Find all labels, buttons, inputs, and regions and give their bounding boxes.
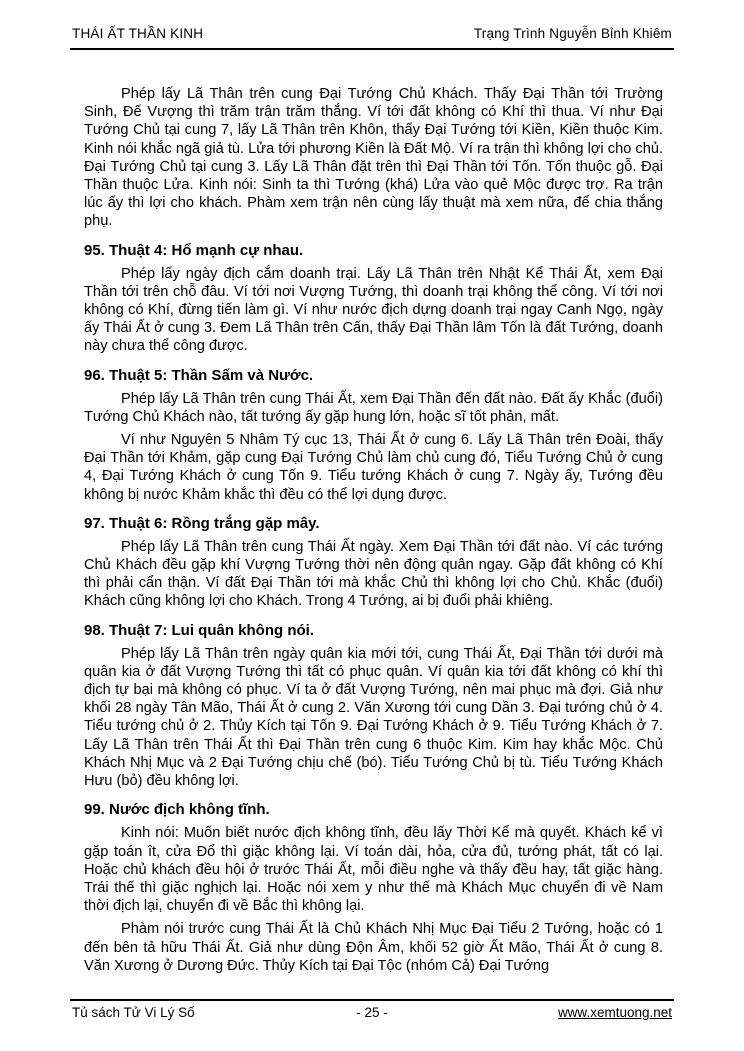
paragraph: Phàm nói trước cung Thái Ất là Chủ Khách Nhị Mục Đại Tiểu 2 Tướng, hoặc có 1 đến bên tả hữu Thái Ất. Giả như dùng Độn Âm, khối 52 giờ Ất Mão, Thái Ất ở cung 8. Văn Xương ở Dương Đức. Thủy Kích tại Đại Tộc (nhóm Cả) Đại Tướng bbox=[84, 921, 663, 974]
paragraph: Phép lấy Lã Thân trên ngày quân kia mới tới, cung Thái Ất, Đại Thần tới dưới mà quân kia ở đất Vượng Tướng thì tất có phục quân. Ví quân kia tới đất không có khí thì địch tự bại mà không có phục. Ví ta ở đất Vượng Tướng, nên mai phục mà đợi. Giả như khối 28 ngày Tân Mão, Thái Ất ở cung 2. Văn Xương tới cung Dần 3. Đại tướng chủ ở 4. Tiểu tướng chủ ở 2. Thủy Kích tại Tốn 9. Đại Tướng Khách ở 9. Tiểu Tướng Khách ở 7. Lấy Lã Thân trên Thái Ất thì Đại Thần trên cung 6 thuộc Kim. Kim hay khắc Mộc. Chủ Khách Nhị Mục và 2 Đại Tướng chịu chế (bó). Tiểu Tướng Chủ bị tù. Tiểu Tướng Khách Hưu (bỏ) đều không lợi. bbox=[84, 645, 663, 790]
footer-series-title: Tủ sách Tử Vi Lý Số bbox=[72, 1005, 195, 1020]
section-heading: 97. Thuật 6: Rồng trắng gặp mây. bbox=[84, 514, 320, 532]
page-content bbox=[84, 80, 663, 975]
section-heading: 96. Thuật 5: Thần Sấm và Nước. bbox=[84, 366, 314, 384]
section-heading: 99. Nước địch không tĩnh. bbox=[84, 801, 270, 819]
footer-website-link[interactable]: www.xemtuong.net bbox=[557, 1005, 672, 1020]
paragraph: Kinh nói: Muốn biết nước địch không tĩnh, đều lấy Thời Kể mà quyết. Khách kể vì gặp toán ît, cửa Đổ thì giặc không lại. Ví toán dài, hỏa, cửa đủ, tướng phát, tất có lại. Hoặc chủ khách đều hội ở trước Thái Ất, mỗi điều nghe và thấy đều hay, tất giặc hàng. Trái thế thì giặc nghịch lại. Hoặc nói xem y như thế mà Khách Mục chuyển đi về Nam thời địch lại, chuyển đi về Bắc thì không lại. bbox=[84, 825, 663, 915]
section-heading: 95. Thuật 4: Hổ mạnh cự nhau. bbox=[84, 241, 304, 259]
header-author: Trạng Trình Nguyễn Bỉnh Khiêm bbox=[473, 26, 672, 41]
paragraph: Phép lấy Lã Thân trên cung Thái Ất ngày. Xem Đại Thần tới đất nào. Ví các tướng Chủ Khách đều gặp khí Vượng Tướng thời nên động quân ngay. Gặp đất không có Khí thì phải cẩn thận. Ví đất Đại Thần tới mà khắc Chủ thì không lợi cho Chủ. Khắc (đuổi) Khách cũng không lợi cho Khách. Trong 4 Tướng, ai bị đuổi phải khiêng. bbox=[84, 538, 663, 610]
header-rule bbox=[70, 48, 674, 50]
paragraph: Phép lấy Lã Thân trên cung Đại Tướng Chủ Khách. Thấy Đại Thần tới Trường Sinh, Đế Vượng thì trăm trận trăm thắng. Ví tới đất không có Khí thì thua. Ví như Đại Tướng Chủ tại cung 7, lấy Lã Thân trên Khôn, thấy Đại Tướng tới Kiền, Kiền thuộc Kim. Kinh nói khắc ngã giả tù. Lửa tới phương Kiền là Đất Mộ. Ví ra trận thì không lợi cho chủ. Đại Tướng Chủ tại cung 3. Lấy Lã Thân đặt trên thì Đại Thần tới Tốn. Tốn thuộc gỗ. Đại Thần thuộc Lửa. Kinh nói: Sinh ta thì Tướng (khá) Lửa vào quẻ Mộc được trợ. Ra trận lúc ấy thì lợi cho khách. Phàm xem trận nên cùng lấy thuật mà xem nữa, để chia thắng phụ. bbox=[84, 86, 663, 230]
footer-page-number: - 25 - bbox=[356, 1005, 388, 1020]
header-book-title: THÁI ẤT THẦN KINH bbox=[72, 26, 204, 41]
section-heading: 98. Thuật 7: Lui quân không nói. bbox=[84, 621, 314, 639]
paragraph: Ví như Nguyên 5 Nhâm Tý cục 13, Thái Ất ở cung 6. Lấy Lã Thân trên Đoài, thấy Đại Thần tới Khảm, gặp cung Đại Tướng Chủ làm chủ cung đó, Tiểu Tướng Chủ ở cung 4, Đại Tướng Khách ở cung Tốn 9. Tiểu tướng Khách ở cung 7. Ngày ấy, Tướng đều không bị nước Khảm khắc thì đều có thể lợi dụng được. bbox=[84, 432, 663, 503]
page-header bbox=[70, 26, 674, 50]
paragraph: Phép lấy ngày địch cắm doanh trại. Lấy Lã Thân trên Nhật Kể Thái Ất, xem Đại Thần tới trên chỗ đâu. Ví tới nơi Vượng Tướng, thì doanh trại không thể công. Ví tới nơi không có Khí, đừng tiến làm gì. Ví như nước địch dựng doanh trại ngay Canh Ngọ, ngày ấy Thái Ất ở cung 3. Đem Lã Thân trên Cấn, thấy Đại Thần lâm Tốn là đất Tướng, doanh này chưa thể công được. bbox=[84, 265, 663, 355]
paragraph: Phép lấy Lã Thân trên cung Thái Ất, xem Đại Thần đến đất nào. Đất ấy Khắc (đuổi) Tướng Chủ Khách nào, tất tướng ấy gặp hung lớn, hoặc sĩ tốt phản, mất. bbox=[84, 390, 663, 425]
page-footer bbox=[70, 999, 674, 1020]
